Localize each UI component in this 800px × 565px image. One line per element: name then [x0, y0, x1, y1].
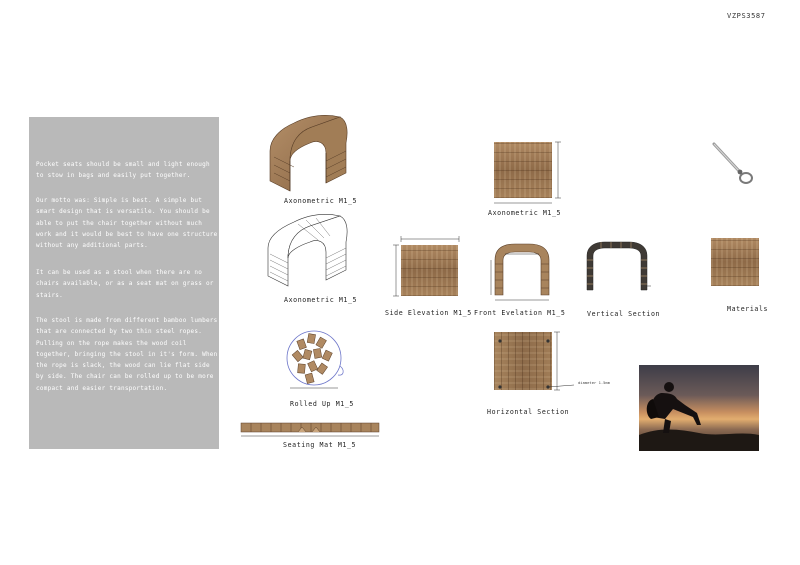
paragraph-motto: Our motto was: Simple is best. A simple but smart design that is versatile. You should be able to put the chair together without much work and it would be best to have one structure without any additional parts.: [36, 197, 218, 250]
diameter-note: diameter 1.5mm: [578, 380, 611, 385]
paragraph-construction: The stool is made from different bamboo lumbers that are connected by two thin steel ropes. Pulling on the rope makes the wood coil together, bringing the stool in it's form. When the rope is slack, the wood can lie flat side by side. The chair can be rolled up to be more compact and easier transportation.: [36, 317, 218, 392]
rolled-up-drawing: [282, 322, 348, 392]
axonometric-line-drawing: [258, 212, 353, 292]
paragraph-intro: Pocket seats should be small and light enough to stow in bags and easily put together.: [36, 161, 210, 180]
label-axonometric-top: Axonometric M1_5: [488, 209, 562, 217]
label-horizontal-section: Horizontal Section: [487, 408, 570, 416]
description-panel: [29, 117, 219, 449]
label-axonometric-line: Axonometric M1_5: [284, 296, 358, 304]
label-seating-mat: Seating Mat M1_5: [283, 441, 357, 449]
steel-rope-detail: [710, 140, 760, 190]
axonometric-top-view-dimensions: [490, 136, 570, 208]
side-elevation-drawing: [401, 245, 458, 296]
vertical-section-drawing: [583, 240, 653, 296]
materials-sample: [711, 238, 759, 286]
seating-mat-drawing: [238, 421, 384, 441]
label-rolled-up: Rolled Up M1_5: [290, 400, 354, 408]
usage-photo: [639, 365, 759, 451]
horizontal-section-annotations: [490, 327, 610, 397]
axonometric-textured-drawing: [260, 113, 350, 195]
label-materials: Materials: [727, 305, 769, 313]
label-front-elevation: Front Evelation M1_5: [474, 309, 566, 317]
project-code: VZPS3587: [727, 12, 766, 20]
label-vertical-section: Vertical Section: [587, 310, 661, 318]
label-side-elevation: Side Elevation M1_5: [385, 309, 472, 317]
front-elevation-drawing: [485, 240, 565, 305]
person-silhouette-image: [639, 365, 759, 451]
label-axonometric-textured: Axonometric M1_5: [284, 197, 358, 205]
paragraph-usage: It can be used as a stool when there are no chairs available, or as a seat mat on grass or stairs.: [36, 269, 214, 299]
